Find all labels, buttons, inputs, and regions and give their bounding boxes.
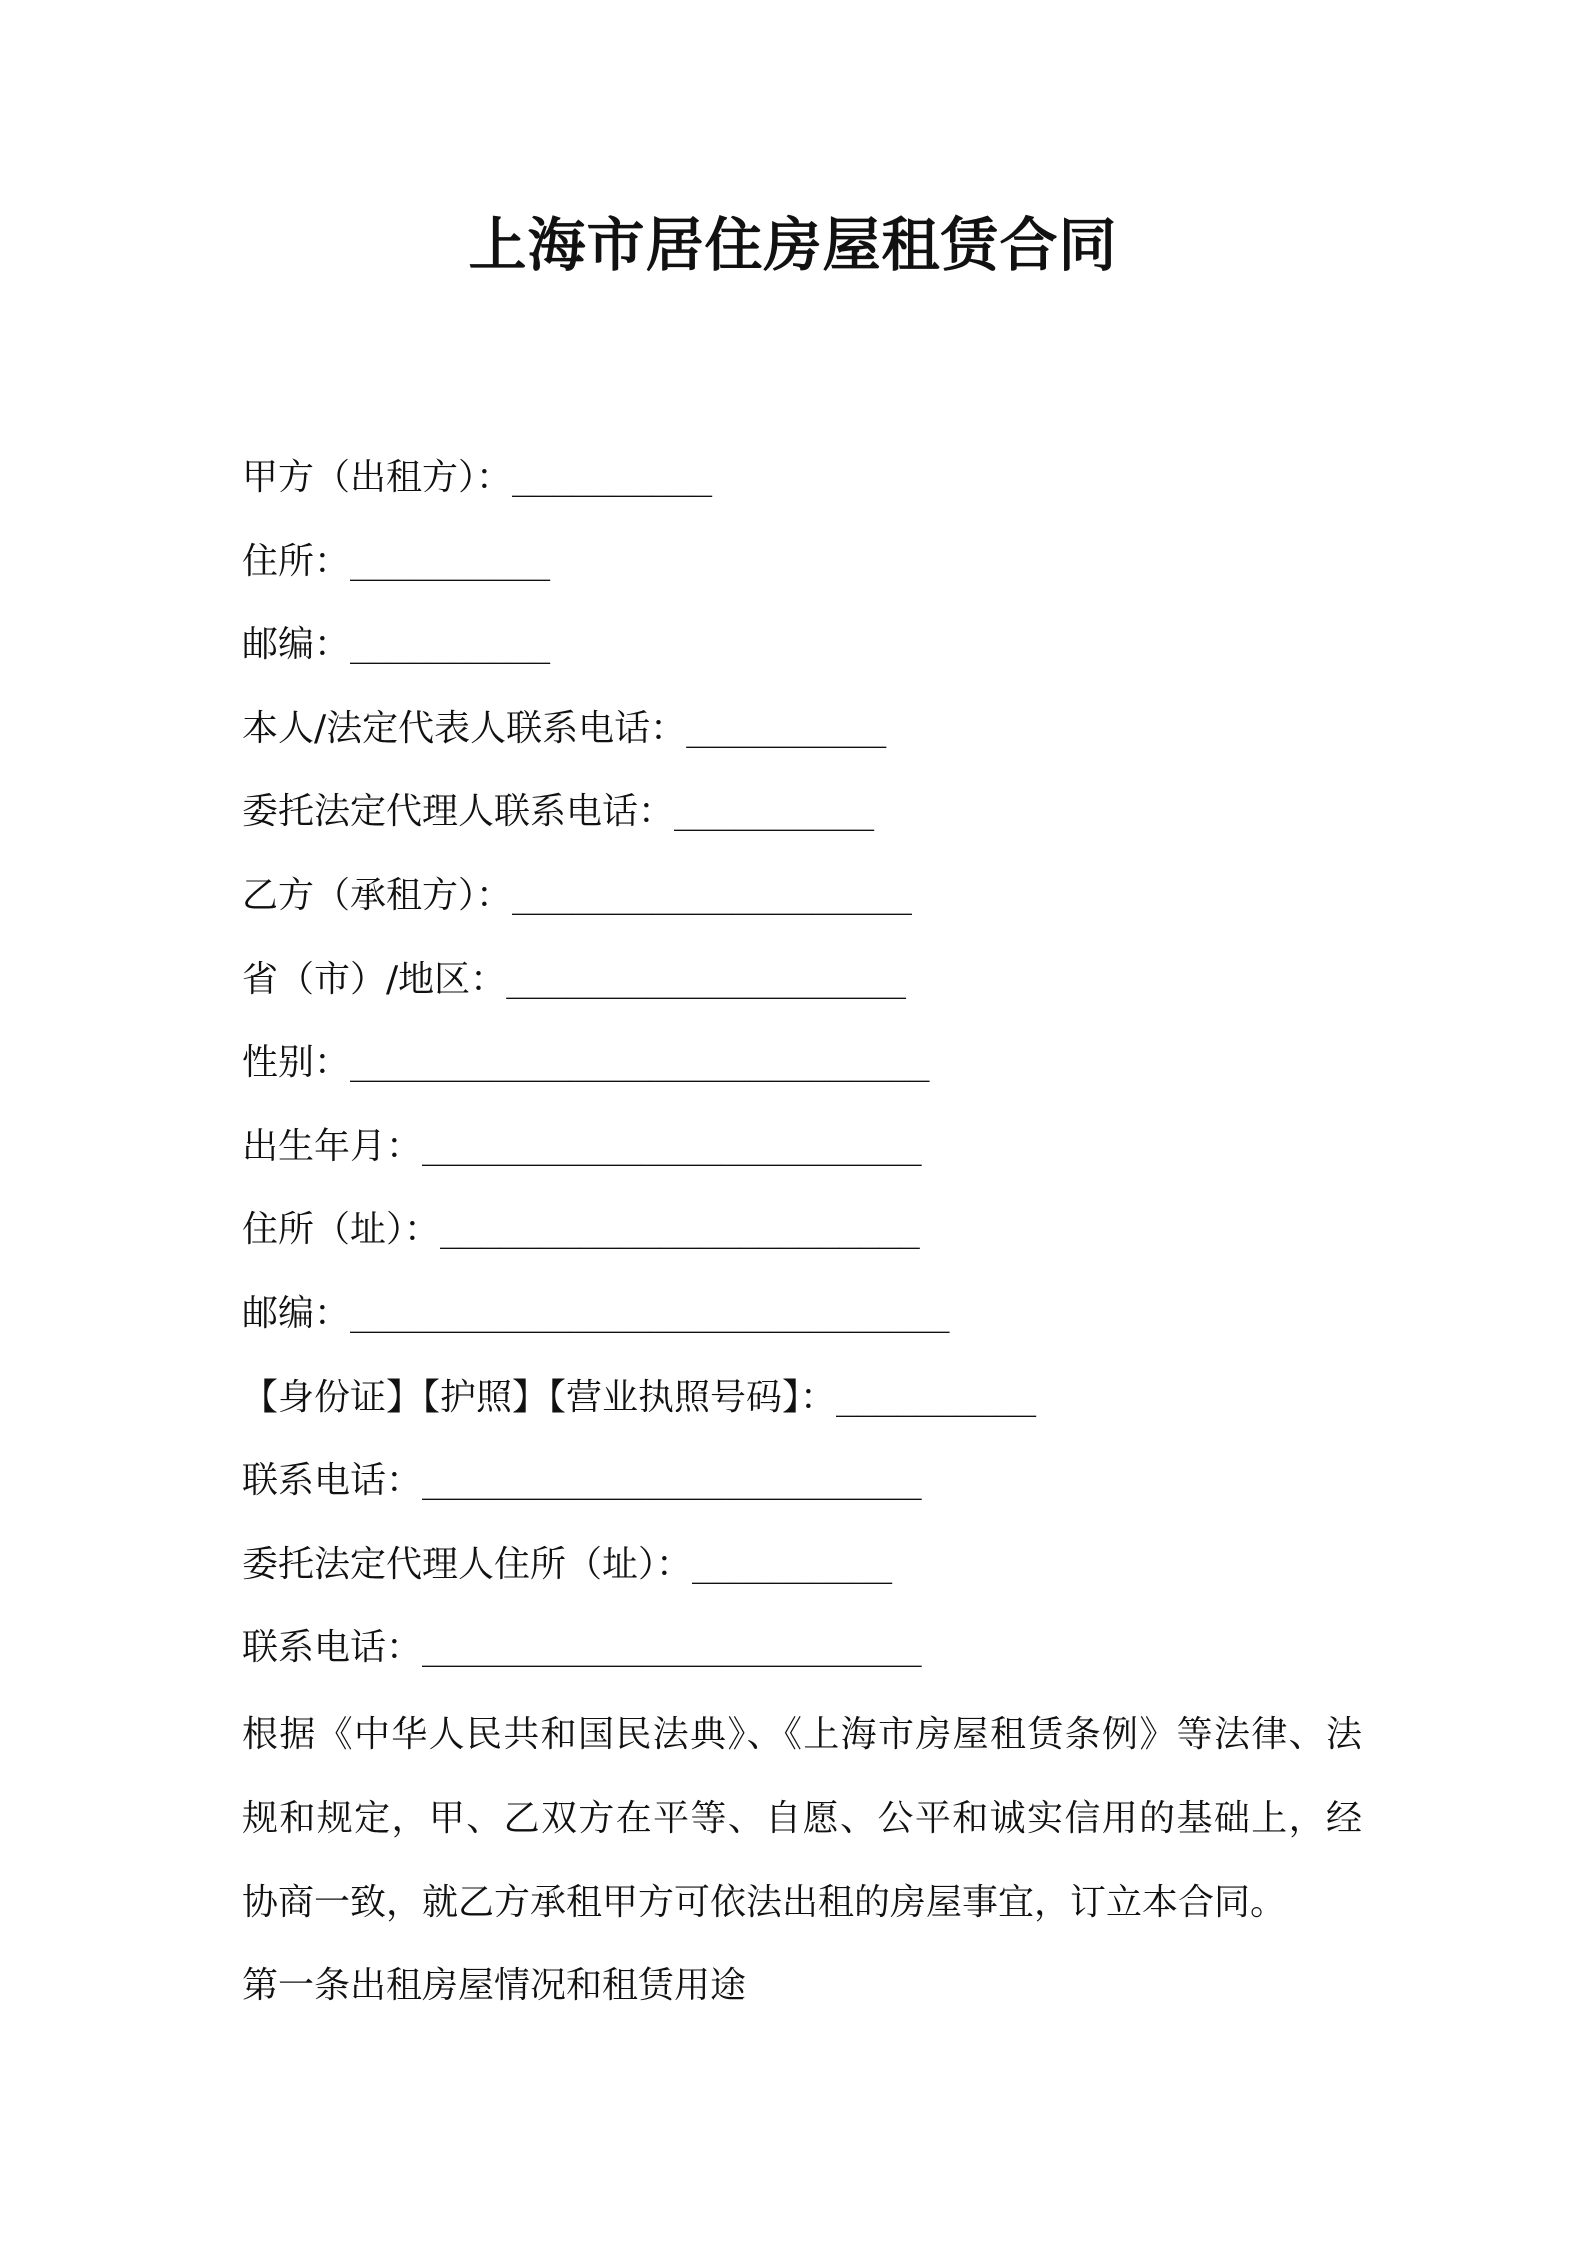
field-label: 住所： <box>242 540 351 582</box>
fill-in-blank: _____________________________ <box>350 1043 930 1084</box>
fill-in-blank: __________ <box>686 708 886 749</box>
field-label: 出生年月： <box>242 1125 423 1167</box>
field-label: 本人/法定代表人联系电话： <box>242 707 687 749</box>
field-label: 联系电话： <box>242 1627 423 1669</box>
field-label: 甲方（出租方）： <box>242 457 513 498</box>
preamble-line: 规和规定，甲、乙双方在平等、自愿、公平和诚实信用的基础上，经 <box>242 1798 1362 1839</box>
fill-in-blank: __________ <box>350 625 550 666</box>
fill-in-blank: ____________________ <box>506 959 906 1000</box>
fill-in-blank: _________________________ <box>422 1126 922 1167</box>
preamble-line: 根据《中华人民共和国民法典》、《上海市房屋租赁条例》等法律、法 <box>242 1714 1362 1755</box>
field-lessee-region <box>242 938 1372 1022</box>
field-lessee-agent-phone <box>242 1606 1372 1690</box>
fill-in-blank: ________________________ <box>440 1210 920 1251</box>
field-label: 联系电话： <box>242 1460 423 1502</box>
field-lessee-address <box>242 1188 1372 1272</box>
field-label: 邮编： <box>242 1292 351 1334</box>
field-lessee-postcode <box>242 1272 1372 1356</box>
fill-in-blank: __________ <box>350 541 550 582</box>
fill-in-blank: __________ <box>512 458 712 498</box>
party-info-fields <box>242 436 1372 1690</box>
field-label: 委托法定代理人住所（址）： <box>242 1543 693 1585</box>
field-label: 委托法定代理人联系电话： <box>242 791 675 833</box>
fill-in-blank: __________ <box>836 1377 1036 1418</box>
field-label: 乙方（承租方）： <box>242 874 513 916</box>
fill-in-blank: __________ <box>692 1544 892 1585</box>
field-lessor-postcode <box>242 603 1372 687</box>
preamble-paragraph <box>242 1693 1362 1945</box>
fill-in-blank: ____________________ <box>512 875 912 916</box>
document-title: 上海市居住房屋租赁合同 <box>468 211 1118 279</box>
field-lessee-gender <box>242 1021 1372 1105</box>
field-lessor-name <box>242 436 1372 520</box>
field-lessee-phone <box>242 1439 1372 1523</box>
fill-in-blank: __________ <box>674 792 874 833</box>
fill-in-blank: _________________________ <box>422 1461 922 1502</box>
field-label: 性别： <box>242 1042 351 1084</box>
field-label: 【身份证】【护照】【营业执照号码】： <box>242 1376 837 1418</box>
field-lessee-name <box>242 854 1372 938</box>
preamble-line: 协商一致，就乙方承租甲方可依法出租的房屋事宜，订立本合同。 <box>242 1882 1287 1923</box>
fill-in-blank: _________________________ <box>422 1628 922 1669</box>
field-lessee-id-number <box>242 1356 1372 1440</box>
field-label: 省（市）/地区： <box>242 958 507 1000</box>
fill-in-blank: ______________________________ <box>350 1293 950 1334</box>
field-lessor-phone <box>242 687 1372 771</box>
field-lessee-agent-address <box>242 1523 1372 1607</box>
article-1-heading: 第一条出租房屋情况和租赁用途 <box>242 1965 747 2006</box>
field-lessor-agent-phone <box>242 770 1372 854</box>
field-label: 邮编： <box>242 624 351 666</box>
field-lessor-address <box>242 520 1372 604</box>
field-lessee-birthdate <box>242 1105 1372 1189</box>
field-label: 住所（址）： <box>242 1209 441 1251</box>
